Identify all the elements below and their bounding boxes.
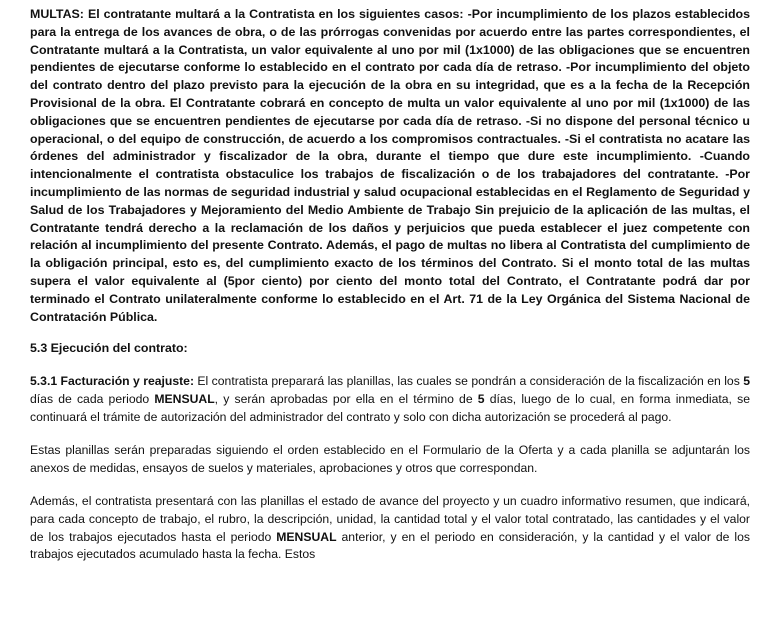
ademas-text-a: Además, el contratista presentará con las planillas el estado de avance del proyecto y un cuadro informativo resumen, que indicará, para cada concepto de trabajo, el rubro, la descripción, unidad, la cantidad total y el valor total contratado, las cantidades y el valor de los trabajos ejecutados hasta el periodo — [30, 494, 750, 544]
facturacion-period: MENSUAL — [154, 391, 215, 406]
document-page — [30, 6, 750, 564]
ademas-period: MENSUAL — [276, 529, 337, 544]
facturacion-text-b: días de cada periodo — [30, 391, 155, 406]
multas-label: MULTAS: — [30, 7, 84, 21]
facturacion-paragraph — [30, 373, 750, 426]
multas-paragraph — [30, 6, 750, 326]
facturacion-text-a: El contratista preparará las planillas, las cuales se pondrán a consideración de la fiscalización en los — [194, 374, 744, 389]
section-heading-ejecucion: 5.3 Ejecución del contrato: — [30, 341, 188, 356]
facturacion-text-d: días, luego de lo cual, en forma inmediata, se continuará el trámite de autorización del administrador del contrato y solo con dicha autorización se procederá al pago. — [30, 391, 750, 424]
multas-text: El contratante multará a la Contratista en los siguientes casos: -Por incumplimiento de los plazos establecidos para la entrega de los avances de obra, o de las prórrogas convenidas por acuerdo entre las partes correspondientes, el Contratante multará a la Contratista, un valor equivalente al uno por mil (1x1000) de las obligaciones que se encuentren pendientes de ejecutarse conforme lo establecido en el contrato por cada día de retraso. -Por incumplimiento del objeto del contrato dentro del plazo previsto para la ejecución de la obra en su integridad, que es a la fecha de la Recepción Provisional de la obra. El Contratante cobrará en concepto de multa un valor equivalente al uno por mil (1x1000) de las obligaciones que se encuentren pendientes de ejecutarse por cada día de retraso. -Si no dispone del personal técnico u operacional, o del equipo de construcción, de acuerdo a los compromisos contractuales. -Si el contratista no acatare las órdenes del administrador y fiscalizador de la obra, durante el tiempo que dure este incumplimiento. -Cuando intencionalmente el contratista obstaculice los trabajos de fiscalización o de los trabajadores del contratante. -Por incumplimiento de las normas de seguridad industrial y salud ocupacional establecidas en el Reglamento de Seguridad y Salud de los Trabajadores y Mejoramiento del Medio Ambiente de Trabajo Sin prejuicio de la aplicación de las multas, el Contratante tendrá derecho a la reclamación de los daños y perjuicios que pueda establecer el juez competente con relación al incumplimiento del presente Contrato. Además, el pago de multas no libera al Contratista del cumplimiento de la obligación principal, esto es, del cumplimiento exacto de los términos del Contrato. Si el monto total de las multas supera el valor equivalente al (5por ciento) por ciento del monto total del Contrato, el Contratante podrá dar por terminado el Contrato unilateralmente conforme lo establecido en el Art. 71 de la Ley Orgánica del Sistema Nacional de Contratación Pública. — [30, 7, 750, 324]
facturacion-text-c: , y serán aprobadas por ella en el término de — [214, 391, 478, 406]
facturacion-days-1: 5 — [743, 374, 750, 389]
facturacion-label: 5.3.1 Facturación y reajuste: — [30, 374, 195, 389]
ademas-paragraph — [30, 493, 750, 563]
facturacion-days-2: 5 — [477, 391, 485, 406]
planillas-paragraph: Estas planillas serán preparadas siguiendo el orden establecido en el Formulario de la Oferta y a cada planilla se adjuntarán los anexos de medidas, ensayos de suelos y materiales, aprobaciones y otros que correspondan. — [30, 443, 750, 475]
ademas-text-b: anterior, y en el periodo en consideración, y la cantidad y el valor de los trabajos ejecutados acumulado hasta la fecha. Estos — [30, 529, 750, 562]
